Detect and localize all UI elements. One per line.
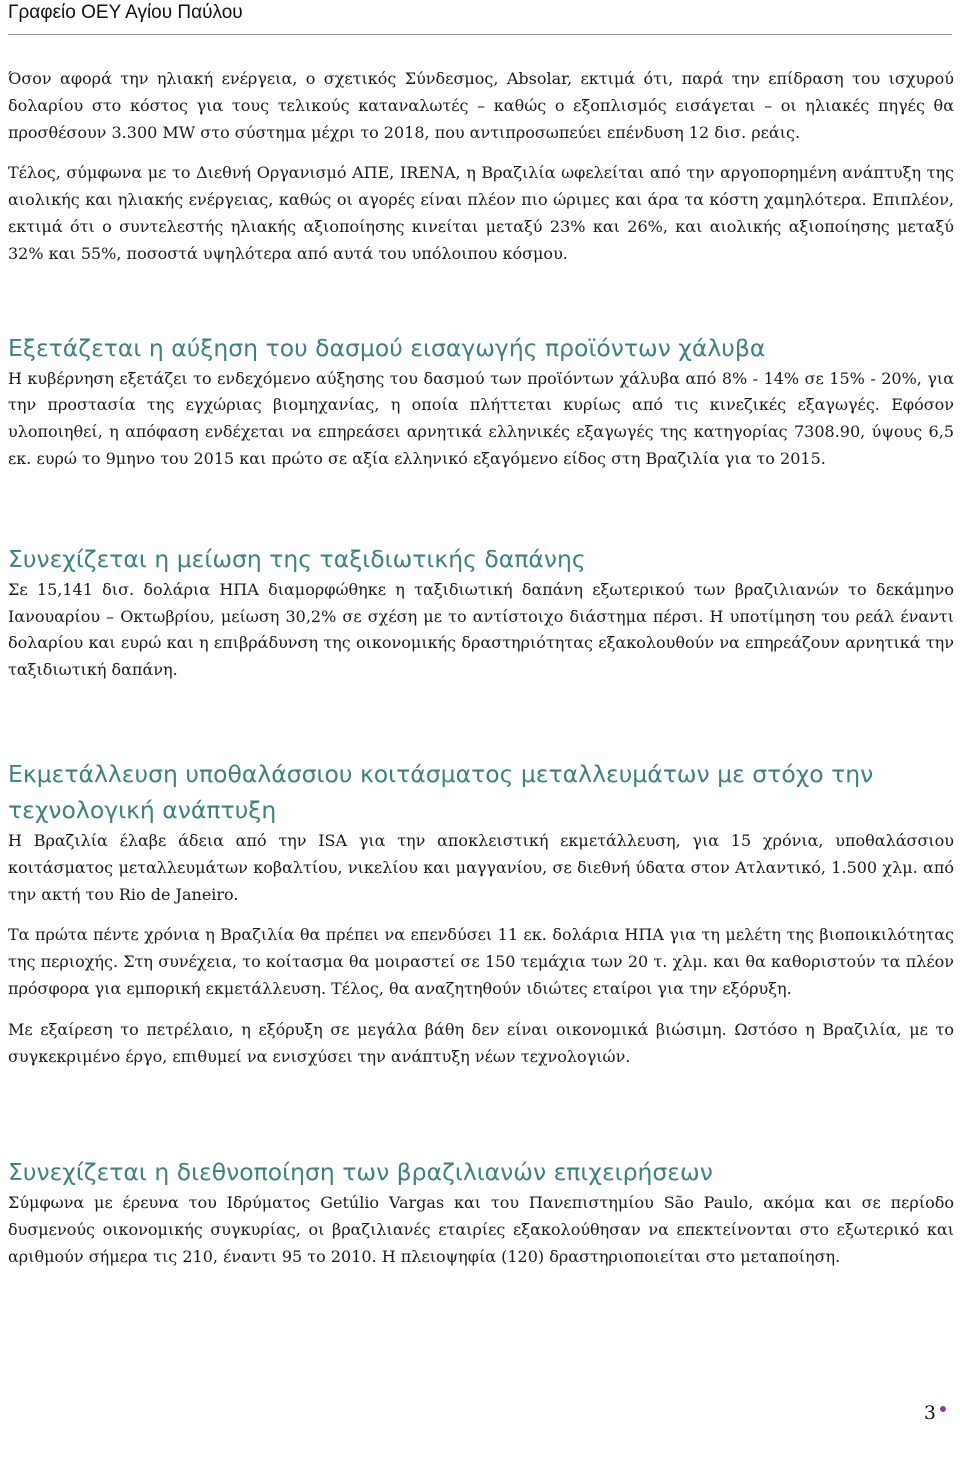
page-header	[8, 0, 952, 35]
travel-heading: Συνεχίζεται η μείωση της ταξιδιωτικής δαπάνης	[8, 544, 586, 573]
mining-paragraph-1: Η Βραζιλία έλαβε άδεια από την ISA για την αποκλειστική εκμετάλλευση, για 15 χρόνια, υποθαλάσσιου κοιτάσματος μεταλλευμάτων κοβαλτίου, νικελίου και μαγγανίου, σε διεθνή ύδατα στον Ατλαντικό, 1.500 χλμ. από την ακτή του Rio de Janeiro.	[8, 830, 954, 904]
steel-heading: Εξετάζεται η αύξηση του δασμού εισαγωγής προϊόντων χάλυβα	[8, 333, 766, 362]
section-spacer	[8, 282, 954, 330]
intro-paragraph-1: Όσον αφορά την ηλιακή ενέργεια, ο σχετικός Σύνδεσμος, Absolar, εκτιμά ότι, παρά την επίδραση του ισχυρού δολαρίου στο κόστος για τους τελικούς καταναλωτές – καθώς ο εξοπλισμός εισάγεται – οι ηλιακές πηγές θα προσθέσουν 3.300 MW στο σύστημα μέχρι το 2018, που αντιπροσωπεύει επένδυση 12 δισ. ρεάις.	[8, 69, 954, 142]
mining-paragraph-2: Τα πρώτα πέντε χρόνια η Βραζιλία θα πρέπει να επενδύσει 11 εκ. δολάρια ΗΠΑ για τη μελέτη της βιοποικιλότητας της περιοχής. Στη συνέχεια, το κοίτασμα θα μοιραστεί σε 150 τεμάχια των 20 τ. χλμ. και θα καθοριστούν τα πλέον πρόσφορα για εμπορική εκμετάλλευση. Τέλος, θα αναζητηθούν ιδιώτες εταίροι για την εξόρυξη.	[8, 925, 954, 998]
steel-paragraph-1: Η κυβέρνηση εξετάζει το ενδεχόμενο αύξησης του δασμού των προϊόντων χάλυβα από 8% - 14% σε 15% - 20%, για την προστασία της εγχώριας βιομηχανίας, η οποία πλήττεται κυρίως από τις κινεζικές εξαγωγές. Εφόσον υλοποιηθεί, η απόφαση ενδέχεται να επηρεάσει αρνητικά ελληνικές εξαγωγές της κατηγορίας 7308.90, ύψους 6,5 εκ. ευρώ το 9μηνο του 2015 και πρώτο σε αξία ελληνικό εξαγόμενο είδος στη Βραζιλία για το 2015.	[8, 368, 954, 468]
header-title: Γραφείο ΟΕΥ Αγίου Παύλου	[8, 2, 243, 23]
internationalization-heading: Συνεχίζεται η διεθνοποίηση των βραζιλιανών επιχειρήσεων	[8, 1158, 713, 1187]
page-number: 3	[923, 1402, 936, 1424]
page-footer	[924, 1402, 946, 1424]
mining-paragraph-3: Με εξαίρεση το πετρέλαιο, η εξόρυξη σε μεγάλα βάθη δεν είναι οικονομικά βιώσιμη. Ωστόσο η Βραζιλία, με το συγκεκριμένο έργο, επιθυμεί να ενισχύσει την ανάπτυξη νέων τεχνολογιών.	[8, 1019, 954, 1066]
section-spacer	[8, 698, 954, 756]
travel-paragraph-1: Σε 15,141 δισ. δολάρια ΗΠΑ διαμορφώθηκε η ταξιδιωτική δαπάνη εξωτερικού των βραζιλιανών το δεκάμηνο Ιανουαρίου – Οκτωβρίου, μείωση 30,2% σε σχέση με το αντίστοιχο διάστημα πέρσι. Η υποτίμηση του ρεάλ έναντι δολαρίου και ευρώ και η επιβράδυνση της οικονομικής δραστηριότητας εξακολουθούν να επηρεάζουν αρνητικά την ταξιδιωτική δαπάνη.	[8, 579, 954, 680]
footer-dot-icon	[940, 1406, 946, 1412]
section-spacer	[8, 487, 954, 541]
section-spacer	[8, 1084, 954, 1154]
document-body	[8, 66, 954, 1285]
mining-heading: Εκμετάλλευση υποθαλάσσιου κοιτάσματος μεταλλευμάτων με στόχο την τεχνολογική ανάπτυξη	[8, 759, 874, 824]
intro-paragraph-2: Τέλος, σύμφωνα με το Διεθνή Οργανισμό ΑΠΕ, IRENA, η Βραζιλία ωφελείται από την αργοπορημένη ανάπτυξη της αιολικής και ηλιακής ενέργειας, καθώς οι αγορές είναι πλέον πιο ώριμες και άρα τα κόστη χαμηλότερα. Επιπλέον, εκτιμά ότι ο συντελεστής ηλιακής αξιοποίησης κινείται μεταξύ 23% και 26%, και αιολικής αξιοποίησης μεταξύ 32% και 55%, ποσοστά υψηλότερα από αυτά του υπόλοιπου κόσμου.	[8, 163, 954, 263]
internationalization-paragraph-1: Σύμφωνα με έρευνα του Ιδρύματος Getúlio Vargas και του Πανεπιστημίου São Paulo, ακόμα και σε περίοδο δυσμενούς οικονομικής συγκυρίας, οι βραζιλιανές εταιρίες εξακολούθησαν να επεκτείνονται στο εξωτερικό και αριθμούν σήμερα τις 210, έναντι 95 το 2010. Η πλειοψηφία (120) δραστηριοποιείται στο μεταποίηση.	[8, 1193, 954, 1266]
